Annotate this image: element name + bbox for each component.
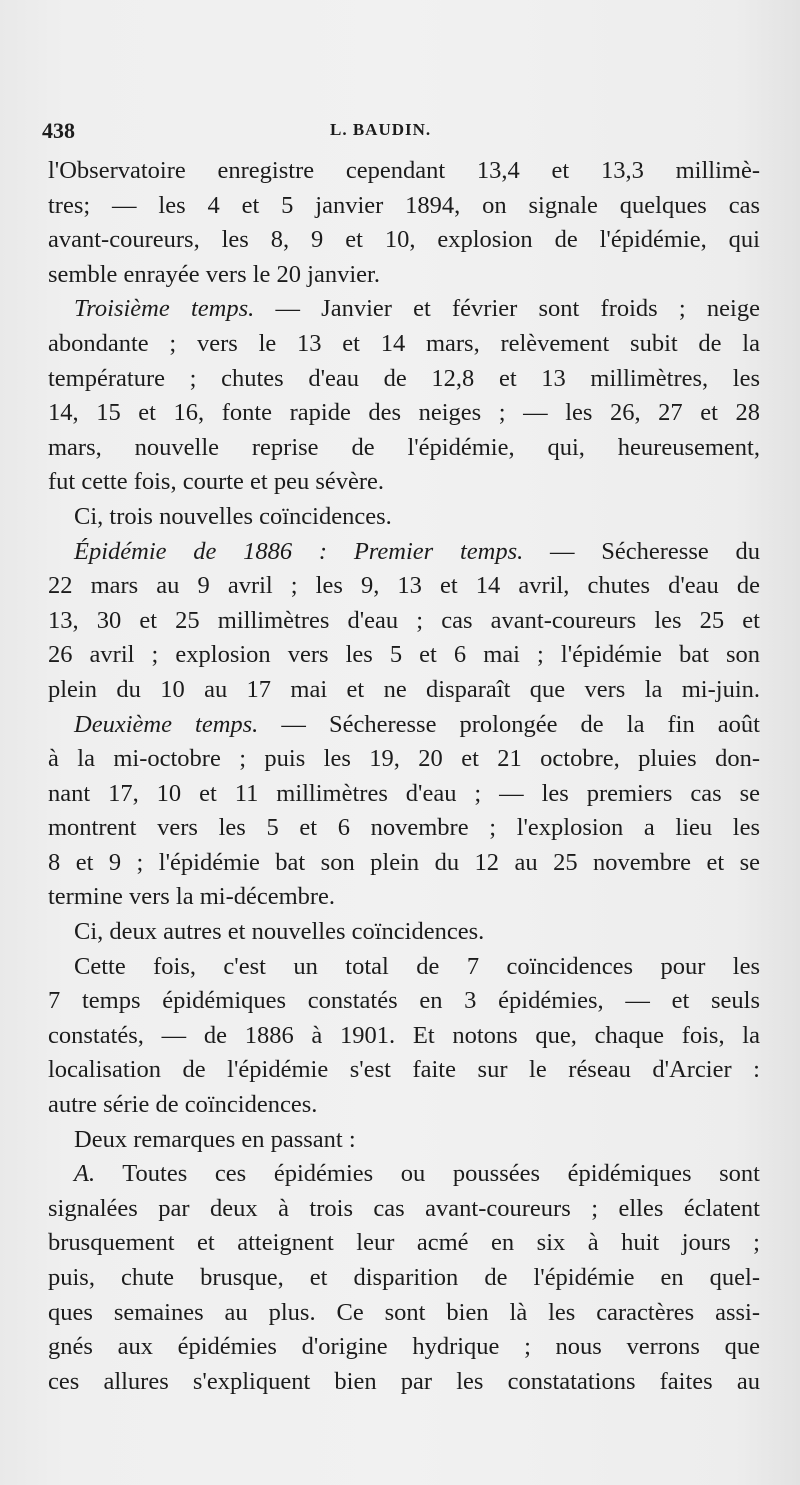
text-line: autre série de coïncidences.	[48, 1091, 318, 1119]
text-line: signalées par deux à trois cas avant-coureurs ; elles éclatent	[48, 1194, 760, 1222]
text-line: Ci, trois nouvelles coïncidences.	[74, 502, 392, 530]
text-line: Deux remarques en passant :	[74, 1125, 356, 1153]
text-line: à la mi-octobre ; puis les 19, 20 et 21 octobre, pluies don-	[48, 745, 760, 773]
text-line: Ci, deux autres et nouvelles coïncidences.	[74, 918, 485, 946]
text-line: l'Observatoire enregistre cependant 13,4 et 13,3 millimè-	[48, 157, 760, 184]
text-line: 13, 30 et 25 millimètres d'eau ; cas avant-coureurs les 25 et	[48, 606, 760, 634]
text-line: nant 17, 10 et 11 millimètres d'eau ; — les premiers cas se	[48, 779, 760, 807]
text-line: localisation de l'épidémie s'est faite sur le réseau d'Arcier :	[48, 1056, 760, 1084]
text-line: brusquement et atteignent leur acmé en six à huit jours ;	[48, 1229, 760, 1257]
text-line: ces allures s'expliquent bien par les constatations faites au	[48, 1367, 760, 1395]
text-line: température ; chutes d'eau de 12,8 et 13 millimètres, les	[48, 364, 760, 392]
text-line: constatés, — de 1886 à 1901. Et notons que, chaque fois, la	[48, 1021, 760, 1049]
text-line: mars, nouvelle reprise de l'épidémie, qui, heureusement,	[48, 433, 760, 461]
text-line: Troisième temps. — Janvier et février sont froids ; neige	[74, 295, 760, 323]
text-line: gnés aux épidémies d'origine hydrique ; nous verrons que	[48, 1333, 760, 1361]
section-lead: A.	[74, 1160, 96, 1188]
text-line: semble enrayée vers le 20 janvier.	[48, 260, 380, 288]
text-line: Cette fois, c'est un total de 7 coïncidences pour les	[74, 952, 760, 980]
section-lead: Troisième temps.	[74, 295, 255, 323]
text-line: montrent vers les 5 et 6 novembre ; l'explosion a lieu les	[48, 814, 760, 842]
text-line: ques semaines au plus. Ce sont bien là les caractères assi-	[48, 1298, 760, 1326]
text-line: tres; — les 4 et 5 janvier 1894, on signale quelques cas	[48, 191, 760, 219]
text-line: Épidémie de 1886 : Premier temps. — Sécheresse du	[74, 537, 760, 565]
text-line: fut cette fois, courte et peu sévère.	[48, 468, 385, 496]
text-line: 7 temps épidémiques constatés en 3 épidémies, — et seuls	[48, 987, 760, 1015]
text-line: termine vers la mi-décembre.	[48, 883, 336, 911]
page-header	[42, 118, 758, 148]
text-line: 26 avril ; explosion vers les 5 et 6 mai ; l'épidémie bat son	[48, 641, 760, 669]
section-lead: Épidémie de 1886 : Premier temps.	[74, 537, 524, 565]
text-line: 14, 15 et 16, fonte rapide des neiges ; — les 26, 27 et 28	[48, 399, 760, 427]
text-line: Deuxième temps. — Sécheresse prolongée de la fin août	[74, 710, 760, 738]
running-head: L. BAUDIN.	[330, 120, 432, 139]
text-line: A. Toutes ces épidémies ou poussées épidémiques sont	[74, 1160, 760, 1188]
text-line: avant-coureurs, les 8, 9 et 10, explosion de l'épidémie, qui	[48, 226, 760, 254]
page-number: 438	[42, 118, 75, 143]
section-lead: Deuxième temps.	[74, 710, 259, 738]
text-line: abondante ; vers le 13 et 14 mars, relèvement subit de la	[48, 329, 760, 357]
text-line: puis, chute brusque, et disparition de l'épidémie en quel-	[48, 1264, 760, 1291]
text-line: plein du 10 au 17 mai et ne disparaît que vers la mi-juin.	[48, 675, 760, 703]
text-line: 8 et 9 ; l'épidémie bat son plein du 12 au 25 novembre et se	[48, 848, 760, 876]
text-line: 22 mars au 9 avril ; les 9, 13 et 14 avril, chutes d'eau de	[48, 572, 760, 600]
page-body	[48, 154, 760, 1399]
